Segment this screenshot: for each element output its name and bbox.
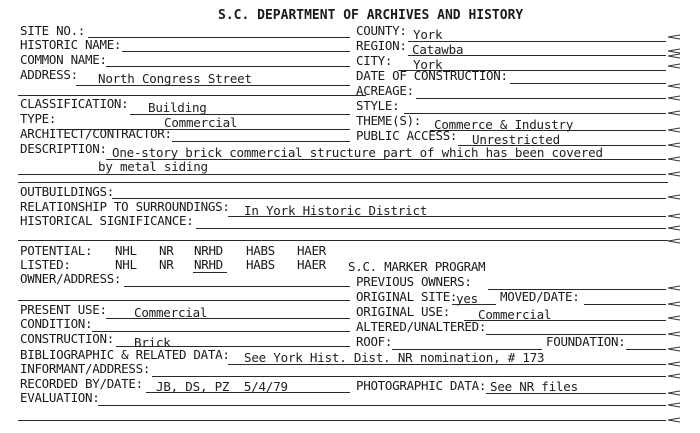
classification-line	[130, 114, 350, 115]
margin-tick	[668, 361, 678, 367]
evaluation-line-2	[18, 420, 666, 421]
listed-haer: HAER	[297, 257, 326, 272]
margin-tick	[668, 331, 678, 337]
address-value: North Congress Street	[98, 71, 252, 86]
photographic-value: See NR files	[490, 379, 578, 394]
recorded-by-value: JB, DS, PZ 5/4/79	[156, 379, 288, 394]
present-use-value: Commercial	[134, 305, 208, 320]
potential-habs: HABS	[246, 243, 275, 258]
margin-tick	[668, 373, 678, 379]
description-line-1: One-story brick commercial structure part of which has been covered	[112, 145, 603, 160]
acreage-line	[416, 98, 666, 99]
photographic-line	[486, 393, 666, 394]
potential-nr: NR	[159, 243, 174, 258]
relationship-value: In York Historic District	[244, 203, 428, 218]
listed-nrhd: NRHD	[194, 257, 223, 272]
altered-label: ALTERED/UNALTERED:	[356, 319, 487, 334]
bibliographic-label: BIBLIOGRAPHIC & RELATED DATA:	[20, 347, 230, 362]
public-access-label: PUBLIC ACCESS:	[356, 128, 458, 143]
acreage-label: ACREAGE:	[356, 83, 414, 98]
margin-tick	[668, 417, 678, 423]
type-label: TYPE:	[20, 111, 57, 126]
margin-tick	[668, 95, 678, 101]
county-value: York	[413, 27, 443, 42]
listed-habs: HABS	[246, 257, 275, 272]
condition-line	[92, 331, 350, 332]
potential-haer: HAER	[297, 243, 326, 258]
region-line	[408, 55, 666, 56]
date-construction-line	[510, 83, 666, 84]
owner-address-line-2	[18, 300, 350, 301]
evaluation-line	[98, 405, 666, 406]
description-label: DESCRIPTION:	[20, 141, 107, 156]
themes-line	[430, 130, 666, 131]
owner-address-label: OWNER/ADDRESS:	[20, 271, 122, 286]
moved-date-line	[584, 304, 666, 305]
construction-label: CONSTRUCTION:	[20, 331, 114, 346]
site-no-line	[88, 37, 350, 38]
themes-value: Commerce & Industry	[434, 117, 574, 132]
margin-tick	[668, 213, 678, 219]
style-line	[404, 113, 666, 114]
margin-tick	[668, 63, 678, 69]
region-label: REGION:	[356, 38, 407, 53]
site-no-label: SITE NO.:	[20, 23, 86, 38]
original-use-line	[464, 320, 666, 321]
margin-tick	[668, 402, 678, 408]
architect-label: ARCHITECT/CONTRACTOR:	[20, 126, 172, 141]
margin-tick	[668, 171, 678, 177]
margin-tick	[668, 225, 678, 231]
listed-nrhd-underline	[193, 272, 227, 273]
margin-tick	[668, 110, 678, 116]
relationship-label: RELATIONSHIP TO SURROUNDINGS:	[20, 199, 230, 214]
address-label: ADDRESS:	[20, 67, 78, 82]
address-line	[76, 85, 350, 86]
margin-tick	[668, 346, 678, 352]
margin-tick	[668, 194, 678, 200]
evaluation-label: EVALUATION:	[20, 390, 100, 405]
foundation-line	[626, 349, 666, 350]
description-underline-2	[18, 174, 666, 175]
listed-nhl: NHL	[115, 257, 137, 272]
recorded-by-line	[146, 392, 350, 393]
description-line-2: by metal siding	[98, 159, 208, 174]
potential-nrhd: NRHD	[194, 243, 223, 258]
margin-tick	[668, 156, 678, 162]
outbuildings-label: OUTBUILDINGS:	[20, 184, 114, 199]
classification-label: CLASSIFICATION:	[20, 96, 129, 111]
relationship-line	[228, 216, 666, 217]
bibliographic-value: See York Hist. Dist. NR nomination, # 173	[244, 350, 545, 365]
margin-tick	[668, 34, 678, 40]
owner-address-line	[124, 286, 350, 287]
bibliographic-line	[228, 364, 666, 365]
common-name-label: COMMON NAME:	[20, 52, 107, 67]
informant-line	[152, 376, 666, 377]
margin-tick	[668, 238, 678, 244]
margin-tick	[668, 285, 678, 291]
condition-label: CONDITION:	[20, 316, 93, 331]
roof-label: ROOF:	[356, 334, 393, 349]
historic-name-label: HISTORIC NAME:	[20, 37, 122, 52]
region-value: Catawba	[412, 42, 464, 57]
section-divider-2	[18, 182, 668, 183]
architect-line	[172, 141, 350, 142]
section-divider-3	[18, 240, 668, 241]
potential-nhl: NHL	[115, 243, 137, 258]
margin-tick	[668, 390, 678, 396]
city-value: York	[413, 57, 443, 72]
type-value: Commercial	[164, 115, 238, 130]
original-use-label: ORIGINAL USE:	[356, 304, 450, 319]
photographic-label: PHOTOGRAPHIC DATA:	[356, 378, 487, 393]
public-access-value: Unrestricted	[472, 132, 560, 147]
margin-tick	[668, 301, 678, 307]
original-site-line	[452, 304, 496, 305]
listed-label: LISTED:	[20, 257, 71, 272]
present-use-line	[106, 318, 350, 319]
themes-label: THEME(S):	[356, 113, 422, 128]
county-label: COUNTY:	[356, 23, 407, 38]
significance-line	[196, 228, 666, 229]
informant-label: INFORMANT/ADDRESS:	[20, 361, 151, 376]
city-label: CITY:	[356, 53, 393, 68]
moved-date-label: MOVED/DATE:	[500, 289, 580, 304]
construction-value: Brick	[134, 335, 171, 350]
common-name-line	[106, 66, 350, 67]
style-label: STYLE:	[356, 98, 400, 113]
margin-tick	[668, 127, 678, 133]
significance-label: HISTORICAL SIGNIFICANCE:	[20, 213, 194, 228]
margin-tick	[668, 142, 678, 148]
present-use-label: PRESENT USE:	[20, 302, 107, 317]
margin-tick	[668, 83, 678, 89]
potential-label: POTENTIAL:	[20, 243, 93, 258]
original-site-label: ORIGINAL SITE:	[356, 289, 458, 304]
original-site-value: yes	[456, 291, 478, 306]
form-title: S.C. DEPARTMENT OF ARCHIVES AND HISTORY	[218, 8, 524, 23]
recorded-by-label: RECORDED BY/DATE:	[20, 376, 143, 391]
listed-nr: NR	[159, 257, 174, 272]
previous-owners-label: PREVIOUS OWNERS:	[356, 274, 472, 289]
margin-tick	[668, 315, 678, 321]
marker-program-label: S.C. MARKER PROGRAM	[348, 259, 486, 274]
foundation-label: FOUNDATION:	[546, 334, 626, 349]
historic-name-line	[122, 51, 350, 52]
margin-tick	[668, 53, 678, 59]
classification-value: Building	[148, 100, 207, 115]
date-construction-label: DATE OF CONSTRUCTION:	[356, 68, 508, 83]
original-use-value: Commercial	[478, 307, 552, 322]
